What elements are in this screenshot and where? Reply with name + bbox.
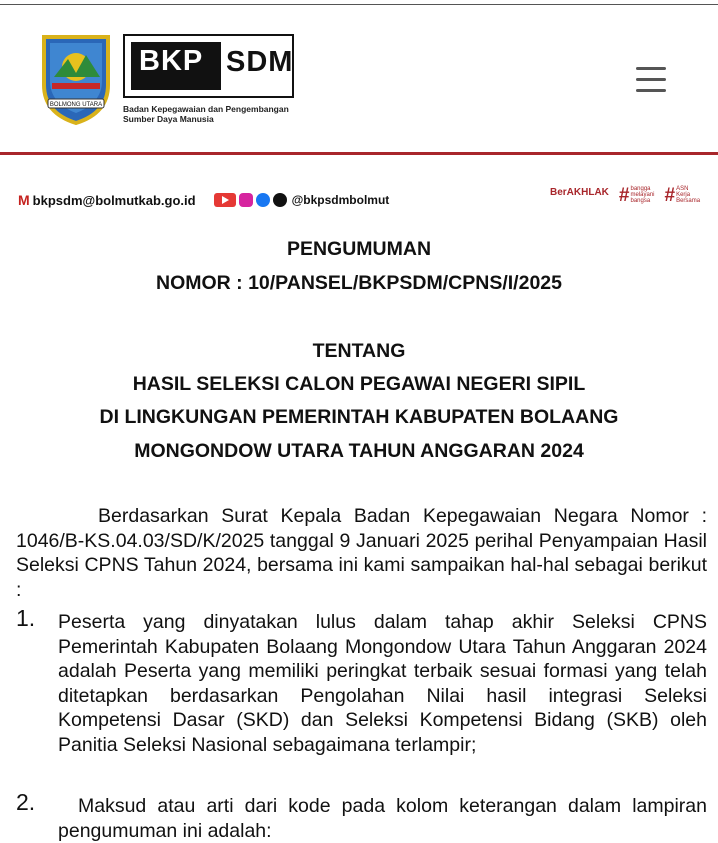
logo-subtitle: [123, 104, 313, 124]
logo-subtitle-line2: Sumber Daya Manusia: [123, 114, 214, 124]
campaign-tags: [550, 182, 715, 208]
subject-line1: HASIL SELEKSI CALON PEGAWAI NEGERI SIPIL: [132, 373, 586, 395]
hashtag-icon: #: [664, 184, 676, 206]
subject-line3: MONGONDOW UTARA TAHUN ANGGARAN 2024: [134, 440, 584, 462]
bangga-line1: bangga: [630, 186, 651, 192]
subject-label: TENTANG: [312, 340, 406, 362]
logo-bkp-block: [131, 42, 221, 90]
doc-number: NOMOR : 10/PANSEL/BKPSDM/CPNS/I/2025: [156, 272, 562, 294]
berakhlak-logo: [550, 188, 609, 203]
gmail-icon: M: [18, 192, 30, 208]
intro-paragraph: Berdasarkan Surat Kepala Badan Kepegawaian Negara Nomor : 1046/B-KS.04.03/SD/K/2025 tanggal 9 Januari 2025 perihal Penyampaian Hasil Seleksi CPNS Tahun 2024, bersama ini kami sampaikan hal-hal sebagai berikut :: [16, 505, 707, 601]
bangga-line2: melayani: [630, 192, 655, 198]
social-icons: [214, 193, 290, 207]
list-item-number: 2.: [16, 789, 36, 815]
doc-title: PENGUMUMAN: [286, 238, 432, 260]
social-handle[interactable]: @bkpsdmbolmut: [291, 193, 390, 207]
asn-line3: Bersama: [676, 198, 701, 204]
list-item-text: Peserta yang dinyatakan lulus dalam tahap akhir Seleksi CPNS Pemerintah Kabupaten Bolaang Mongondow Utara Tahun Anggaran 2024 adalah Peserta yang memiliki peringkat terbaik sesuai formasi yang telah ditetapkan berdasarkan Pengolahan Nilai hasil integrasi Seleksi Kompetensi Dasar (SKD) dan Seleksi Kompetensi Bidang (SKB) oleh Panitia Seleksi Nasional sebagaimana terlampir;: [58, 611, 707, 756]
logo-subtitle-line1: Badan Kepegawaian dan Pengembangan: [123, 104, 289, 114]
asn-line2: Kerja: [676, 192, 691, 198]
contact-email[interactable]: bkpsdm@bolmutkab.go.id: [32, 192, 196, 208]
regency-crest-icon: [38, 33, 114, 125]
bangga-line3: bangsa: [630, 198, 651, 204]
bkpsdm-logo: [123, 34, 294, 98]
instagram-icon[interactable]: [239, 193, 253, 207]
logo-bkp-text: BKP: [139, 45, 204, 77]
logo-sdm-text: SDM: [226, 46, 294, 78]
asn-kerja-bersama-tag: [665, 186, 701, 205]
header-divider: [0, 152, 718, 155]
crest-label: BOLMONG UTARA: [49, 102, 103, 108]
subject-line2: DI LINGKUNGAN PEMERINTAH KABUPATEN BOLAANG: [99, 406, 619, 428]
site-header: [0, 5, 718, 153]
facebook-icon[interactable]: [256, 193, 270, 207]
bangga-melayani-tag: [619, 186, 655, 205]
list-item-text: Maksud atau arti dari kode pada kolom keterangan dalam lampiran pengumuman ini adalah:: [58, 795, 707, 842]
hamburger-menu-icon[interactable]: [636, 67, 666, 93]
berakhlak-text: BerAKHLAK: [550, 186, 609, 198]
hashtag-icon: #: [618, 184, 630, 206]
asn-line1: ASN: [676, 186, 689, 192]
list-item-number: 1.: [16, 605, 36, 631]
youtube-icon[interactable]: [214, 193, 236, 207]
tiktok-icon[interactable]: [273, 193, 287, 207]
contact-bar: [18, 192, 389, 208]
